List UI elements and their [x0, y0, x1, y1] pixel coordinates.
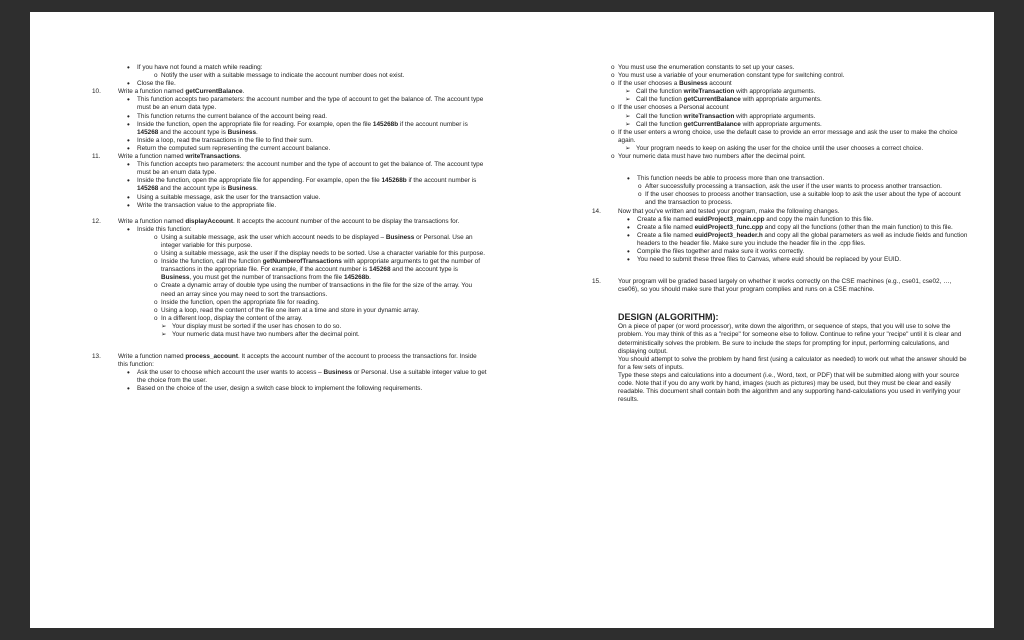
paragraph: On a piece of paper (or word processor), write down the algorithm, or sequence of steps, that you will use to solve the problem. You may think of this as a "recipe" for someone else to follow. Continue to refine your "recipe" until it is clear and deterministically solves the problem. Be sure to include the steps for prompting for input, performing calculations, and displaying output.	[618, 323, 962, 355]
bold-term: 145268b	[343, 274, 370, 282]
section-heading: DESIGN (ALGORITHM):	[618, 312, 719, 323]
item-number: 15.	[592, 278, 601, 286]
sub-bullet-item: o Create a dynamic array of double type using the number of transactions in the file for the size of the array. You need an array since you may need to sort the transactions.	[161, 282, 488, 298]
item-number: 14.	[592, 207, 601, 215]
right-column	[592, 64, 970, 404]
bold-term: Business	[679, 80, 708, 88]
bullet-item: • Compile the files together and make sure it works correctly.	[637, 248, 970, 256]
bullet-item: • Inside this function:	[137, 226, 488, 234]
bold-term: euidProject3_header.h	[694, 231, 763, 239]
numbered-item	[92, 88, 488, 96]
sub-bullet-item: o If the user chooses a Business account	[618, 80, 970, 88]
sub-bullet-item: o Notify the user with a suitable message to indicate the account number does not exist.	[161, 72, 488, 80]
bullet-item: • Create a file named euidProject3_main.cpp and copy the main function to this file.	[637, 216, 970, 224]
bullet-item: • You need to submit these three files to Canvas, where euid should be replaced by your EUID.	[637, 256, 970, 264]
sub-bullet-item: o Using a suitable message, ask the user which account needs to be displayed – Business or Personal. Use an integer variable for this purpose.	[161, 234, 488, 250]
bullet-item: • This function accepts two parameters: the account number and the type of account to get the balance of. The account type must be an enum data type.	[137, 96, 488, 112]
sub-bullet-item: o After successfully processing a transaction, ask the user if the user wants to process another transaction.	[645, 183, 970, 191]
spacer	[618, 161, 970, 175]
bold-term: 145268b	[381, 177, 407, 185]
spacer	[618, 264, 970, 278]
arrow-item: ➢ Call the function getCurrentBalance with appropriate arguments.	[636, 121, 970, 129]
item-text: Now that you've written and tested your program, make the following changes.	[618, 207, 840, 215]
numbered-item	[92, 217, 488, 226]
bold-term: getCurrentBalance	[683, 96, 741, 104]
item-text: Write a function named process_account. It accepts the account number of the account to process the transactions for. Inside this function:	[118, 353, 477, 369]
bold-term: Business	[385, 233, 415, 241]
item-text: Write a function named displayAccount. It accepts the account number of the account to be display the transactions for.	[118, 217, 460, 225]
bullet-item: • Return the computed sum representing the current account balance.	[137, 145, 488, 153]
bold-term: 145268b	[372, 120, 399, 128]
bullet-item: • This function accepts two parameters: the account number and the type of account to get the balance of. The account type must be an enum data type.	[137, 161, 488, 177]
bold-term: 145268	[137, 128, 159, 136]
sub-bullet-item: o You must use a variable of your enumeration constant type for switching control.	[618, 72, 970, 80]
bold-term: Business	[227, 185, 257, 193]
bullet-item: • Ask the user to choose which account the user wants to access – Business or Personal. Use a suitable integer value to get the choice from the user.	[137, 369, 488, 385]
bold-term: Business	[323, 369, 352, 377]
paragraph: You should attempt to solve the problem by hand first (using a calculator as needed) to work out what the answer should be for a few sets of inputs.	[618, 355, 967, 371]
numbered-item	[92, 353, 488, 369]
arrow-item: ➢ Call the function writeTransaction with appropriate arguments.	[636, 88, 970, 96]
bullet-item: • Inside the function, open the appropriate file for reading. For example, open the file 145268b if the account number is 145268 and the account type is Business.	[137, 121, 488, 137]
document-page	[30, 12, 994, 628]
sub-bullet-item: o Inside the function, open the appropriate file for reading.	[161, 299, 488, 307]
bullet-item: • If you have not found a match while reading:	[137, 64, 488, 72]
item-number: 12.	[92, 217, 101, 225]
bullet-item: • Write the transaction value to the appropriate file.	[137, 202, 488, 210]
bold-term: euidProject3_main.cpp	[694, 215, 765, 223]
bullet-item: • Using a suitable message, ask the user for the transaction value.	[137, 194, 488, 202]
bullet-item: • This function returns the current balance of the account being read.	[137, 113, 488, 121]
sub-bullet-item: o If the user enters a wrong choice, use the default case to provide an error message and ask the user to make the choice again.	[618, 129, 970, 145]
left-column	[92, 64, 488, 394]
numbered-item	[592, 207, 970, 216]
paragraph: Type these steps and calculations into a document (i.e., Word, text, or PDF) that will be submitted along with your source code. Note that if you do any work by hand, images (such as pictures) may be used, but they must be clear and easily readable. This document shall contain both the algorithm and any supporting hand-calculations you used in verifying your results.	[618, 371, 961, 404]
sub-bullet-item: o Using a suitable message, ask the user if the display needs to be sorted. Use a character variable for this purpose.	[161, 250, 488, 258]
sub-bullet-item: o Inside the function, call the function getNumberofTransactions with appropriate arguments to get the number of transactions in the appropriate file. For example, if the account number is 145268 and the account type is Business, you must get the number of transactions from the file 145268b.	[161, 258, 488, 282]
item-number: 11.	[92, 153, 101, 161]
bold-term: Business	[227, 128, 257, 136]
bullet-item: • Based on the choice of the user, design a switch case block to implement the following requirements.	[137, 385, 488, 393]
bold-term: 145268	[137, 185, 159, 193]
numbered-item	[592, 278, 970, 294]
arrow-item: ➢ Your display must be sorted if the user has chosen to do so.	[172, 323, 488, 331]
spacer	[118, 210, 488, 218]
bold-term: writeTransaction	[683, 88, 735, 96]
arrow-item: ➢ Your program needs to keep on asking the user for the choice until the user chooses a correct choice.	[636, 145, 970, 153]
bold-term: process_account	[185, 353, 238, 361]
arrow-item: ➢ Call the function writeTransaction with appropriate arguments.	[636, 113, 970, 121]
bold-term: Business	[161, 274, 190, 282]
bullet-item: • Inside a loop, read the transactions in the file to find their sum.	[137, 137, 488, 145]
numbered-item	[92, 153, 488, 161]
sub-bullet-item: o If the user chooses a Personal account	[618, 104, 970, 112]
item-text: Write a function named getCurrentBalance.	[118, 88, 245, 96]
bullet-item: • Create a file named euidProject3_header.h and copy all the global parameters as well as include fields and function headers to the header file. Make sure you include the header file in the .cpp files.	[637, 232, 970, 248]
bullet-item: • Inside the function, open the appropriate file for appending. For example, open the file 145268b if the account number is 145268 and the account type is Business.	[137, 177, 488, 193]
bullet-item: • Close the file.	[137, 80, 488, 88]
bold-term: writeTransactions	[185, 153, 240, 161]
item-text: Write a function named writeTransactions.	[118, 153, 242, 161]
bold-term: 145268	[369, 266, 391, 274]
spacer	[118, 339, 488, 353]
bullet-item: • Create a file named euidProject3_func.cpp and copy all the functions (other than the main function) to this file.	[637, 224, 970, 232]
sub-bullet-item: o Your numeric data must have two numbers after the decimal point.	[618, 153, 970, 161]
sub-bullet-item: o If the user chooses to process another transaction, use a suitable loop to ask the user about the type of account and the transaction to process.	[645, 191, 970, 207]
bold-term: getNumberofTransactions	[262, 258, 342, 266]
sub-bullet-item: o In a different loop, display the content of the array.	[161, 315, 488, 323]
arrow-item: ➢ Call the function getCurrentBalance with appropriate arguments.	[636, 96, 970, 104]
arrow-item: ➢ Your numeric data must have two numbers after the decimal point.	[172, 331, 488, 339]
bold-term: displayAccount	[185, 217, 233, 225]
bold-term: getCurrentBalance	[683, 120, 741, 128]
item-number: 13.	[92, 353, 101, 361]
spacer	[618, 294, 970, 308]
bullet-item: • This function needs be able to process more than one transaction.	[637, 175, 970, 183]
sub-bullet-item: o You must use the enumeration constants to set up your cases.	[618, 64, 970, 72]
bold-term: euidProject3_func.cpp	[694, 223, 764, 231]
sub-bullet-item: o Using a loop, read the content of the file one item at a time and store in your dynamic array.	[161, 307, 488, 315]
item-number: 10.	[92, 88, 101, 96]
item-text: Your program will be graded based largely on whether it works correctly on the CSE machines (e.g., cse01, cse02, …, cse06), so you should make sure that your program complies and runs on a CSE machine.	[618, 278, 952, 294]
bold-term: writeTransaction	[683, 112, 735, 120]
bold-term: getCurrentBalance	[185, 88, 243, 96]
